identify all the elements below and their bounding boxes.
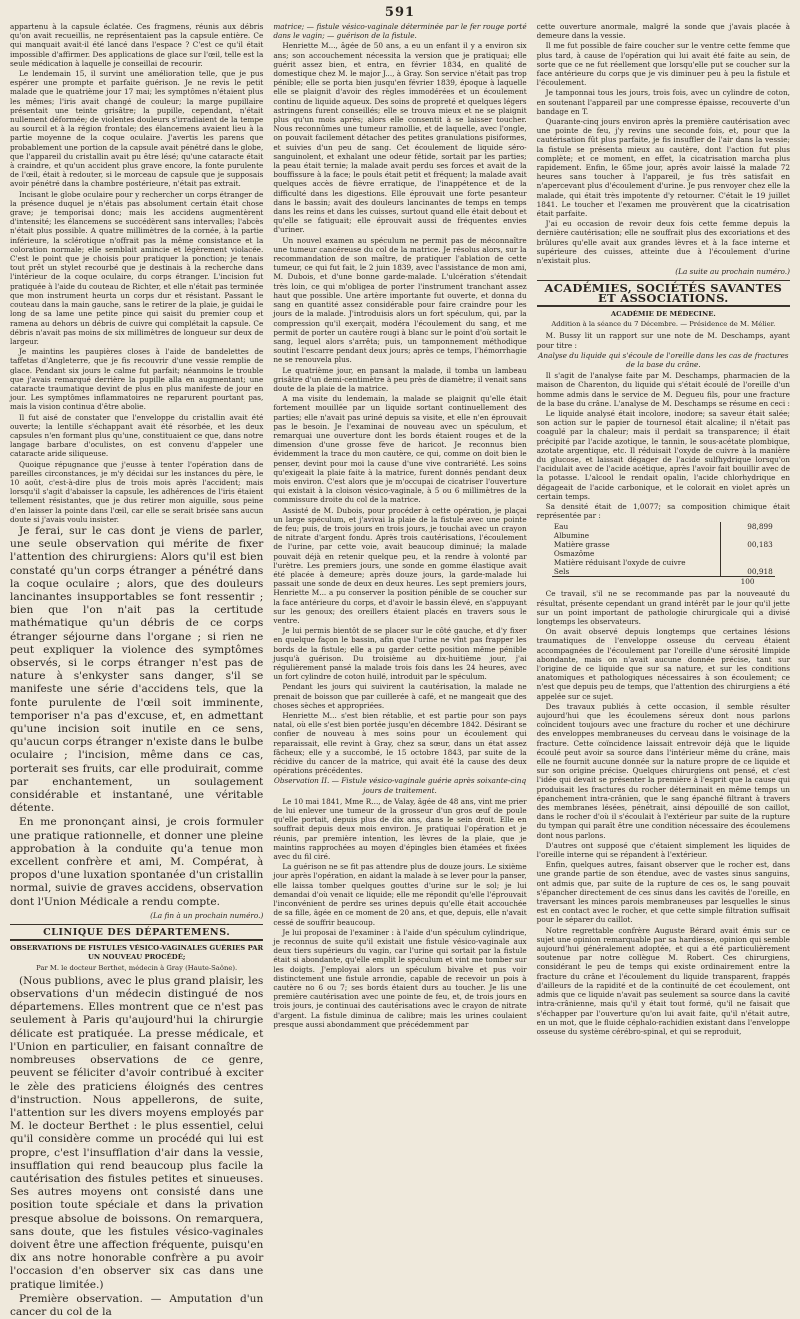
paragraph: Quarante-cinq jours environ après la première cautérisation avec une pointe de feu, j'y revins une seconde fois, et, pour que la cautérisation fût plus parfaite, je fis insuffler de l'air dans la vessie; la fistule se présenta mieux au cautère, dont l'action fut plus complète; et ce moment, en effet, la cicatrisation marcha plus rapidement. Enfin, le 65me jour, après avoir laissé la malade 72 heures sans toucher à l'appareil, je fus très satisfait en n'apercevant plus d'écoulement d'urine. Je pus renvoyer chez elle la malade, qui était très impotente d'y retourner. C'était le 19 juillet 1841. Le toucher et l'examen me prouvèrent que la cicatrisation était parfaite. bbox=[536, 117, 790, 219]
divider bbox=[537, 305, 790, 307]
paragraph: Pendant les jours qui suivirent la cautérisation, la malade ne prenait de boisson que par cuillerée à café, et ne mangeait que des choses sèches et appropriées. bbox=[273, 682, 527, 710]
paragraph: Sa densité était de 1,0077; sa composition chimique était représentée par : bbox=[536, 501, 790, 521]
table-cell: 98,899 bbox=[720, 522, 775, 531]
table-total: 100 bbox=[720, 577, 775, 587]
page-number: 591 bbox=[384, 5, 416, 20]
paragraph: Il me fut possible de faire coucher sur le ventre cette femme que plus tard, à cause de l'opération qui lui avait été faite au sein, de sorte que ce ne fut réellement que lorsqu'elle put se coucher sur la face antérieure du corps que je vis diminuer peu à peu la fistule et l'écoulement. bbox=[536, 41, 790, 88]
article-author: Par M. le docteur Berthet, médecin à Gray (Haute-Saône). bbox=[36, 963, 238, 972]
paragraph: Ce travail, s'il ne se recommande pas par la nouveauté du résultat, présente cependant un grand intérêt par le jour qu'il jette sur un point important de pathologie chirurgicale qui a divisé longtemps les observateurs. bbox=[536, 589, 790, 626]
column-1 bbox=[10, 22, 264, 1318]
session-line: Addition à la séance du 7 Décembre. — Présidence de M. Mélier. bbox=[551, 320, 776, 329]
table-cell: Sels bbox=[553, 567, 570, 577]
column-3 bbox=[537, 22, 790, 1117]
columns bbox=[10, 22, 790, 1318]
table-row bbox=[552, 558, 775, 567]
table-cell bbox=[720, 531, 775, 540]
paragraph: Je lui proposai de l'examiner : à l'aide d'un spéculum cylindrique, je reconnus de suite qu'il existait une fistule vésico-vaginale aux deux tiers supérieurs du vagin, car l'urine qui sortait par la fistule était si abondante, qu'elle emplit le spéculum et vint me tomber sur les doigts. J'employai alors un spéculum bivalve et pus voir distinctement une fistule arrondie, capable de recevoir un pois à cautère no 6 ou 7; ses bords étaient durs au toucher. Je lis une première cautérisation avec une pointe de feu, et, de trois jours en trois jours, je continuai des cautérisations avec le crayon de nitrate d'argent. La fistule diminua de calibre; mais les urines coulaient presque aussi abondamment que précédemment par bbox=[273, 927, 527, 1029]
paragraph: A ma visite du lendemain, la malade se plaignit qu'elle était fortement mouillée par un liquide sortant continuellement des parties; elle n'avait pas uriné depuis sa visite, et elle n'en éprouvait pas le besoin. Je l'examinai de nouveau avec un spéculum, et remarquai une ouverture dont les bords étaient rouges et de la dimension d'une grosse fève de haricot. Je reconnus bien évidemment la trace du mon cautère, ce qui, comme on doit bien le penser, devint pour moi la cause d'une vive contrariété. Les soins qu'exigeait la plaie faite à la matrice, furent donnés pendant deux mois environ. C'est alors que je m'occupai de cicatriser l'ouverture qui existait à la cloison vésico-vaginale, à 5 ou 6 millimètres de la commissure droite du col de la matrice. bbox=[273, 394, 527, 505]
paragraph: Il fut aisé de constater que l'enveloppe du cristallin avait été ouverte; la lentille s'échappant avait été résorbée, et les deux capsules n'en formant plus qu'une, constituaient ce que, dans notre langage barbare d'oculistes, on est convenu d'appeler une cataracte aride siliqueuse. bbox=[10, 412, 264, 459]
table-total-row bbox=[552, 577, 775, 587]
table-cell: Matière réduisant l'oxyde de cuivre bbox=[553, 558, 686, 568]
paragraph: appartenu à la capsule éclatée. Ces fragmens, réunis aux débris qu'on avait recueillis, ne représentaient pas la capsule entière. Ce qui manquait avait-il été lancé dans l'espace ? C'est ce qu'il était impossible d'affirmer. Des applications de glace sur l'œil, telle est la seule médication à laquelle je conseillai de recourir. bbox=[10, 22, 264, 68]
paragraph: Je ferai, sur le cas dont je viens de parler, une seule observation qui mérite de fixer l'attention des chirurgiens: Alors qu'il est bien constaté qu'un corps étranger a pénétré dans la coque oculaire ; alors, que des douleurs lancinantes insupportables se font ressentir ; bien que l'on n'ait pas la certitude mathématique qu'un débris de ce corps étranger séjourne dans l'organe ; si rien ne peut expliquer la violence des symptômes observés, si le corps étranger n'est pas de nature à s'enkyster sans danger, s'il se manifeste une série d'accidens tels, que la fonte purulente de l'œil soit imminente, temporiser n'a pas d'excuse, et, en admettant qu'une incision soit inutile en ce sens, qu'aucun corps étranger n'existe dans le bulbe oculaire ; l'incision, même dans ce cas, porterait ses fruits, car elle produirait, comme par enchantement, un soulagement considérable et instantané, une véritable détente. bbox=[10, 524, 264, 815]
paragraph: Je lui permis bientôt de se placer sur le côté gauche, et d'y fixer en quelque façon le bassin, afin que l'urine ne vînt pas frapper les bords de la fistule; elle a pu garder cette position même pénible jusqu'à guérison. Du troisième au dix-huitième jour, j'ai régulièrement pansé la malade trois fois dans les 24 heures, avec un fort cylindre de coton huilé, introduit par le spéculum. bbox=[273, 626, 527, 682]
divider bbox=[10, 924, 263, 925]
paragraph: Il s'agit de l'analyse faite par M. Deschamps, pharmacien de la maison de Charenton, du liquide qui s'était écoulé de l'oreille d'un homme admis dans le service de M. Degueu fils, pour une fracture de la base du crâne. L'analyse de M. Deschamps se résume en ceci : bbox=[536, 371, 790, 408]
paragraph: Des travaux publiés à cette occasion, il semble résulter aujourd'hui que les écoulemens séreux dont nous parlons coïncident toujours avec une fracture du rocher et une déchirure des enveloppes membraneuses du cerveau dans le voisinage de la fracture. Cette coïncidence laissait entrevoir déjà que le liquide écoulé peut avoir sa source dans l'intérieur même du crâne, mais elle ne fournit aucune donnée sur la nature propre de ce liquide et sur son origine précise. Quelques chirurgiens ont pensé, et c'est l'idée qui devait se présenter la première à l'esprit que la cause qui produisait les fractures du rocher déterminait en même temps un épanchement intra-crânien, que le sang épanché filtrant à travers des membranes lésées, pénétrait, ainsi dépouillé de son caillot, dans le rocher d'où il s'écoulait à l'extérieur par suite de la rupture du tympan qui paraît être une condition nécessaire des écoulemens dont nous parlons. bbox=[536, 701, 790, 840]
section-heading: CLINIQUE DES DÉPARTEMENS. bbox=[43, 927, 231, 939]
paragraph: Je maintins les paupières closes à l'aide de bandelettes de taffetas d'Angleterre, que je fis recouvrir d'une vessie remplie de glace. Pendant six jours le calme fut parfait; néanmoins le trouble que j'avais remarqué derrière la pupille alla en augmentant; une cataracte traumatique devint de plus en plus manifeste de jour en jour. Les symptômes inflammatoires ne reparurent pourtant pas, mais la vision continua d'être abolie. bbox=[10, 347, 264, 412]
paragraph: Notre regrettable confrère Auguste Bérard avait émis sur ce sujet une opinion remarquable par sa hardiesse, opinion qui semble aujourd'hui généralement adoptée, et qui a été particulièrement soutenue par notre collègue M. Robert. Ces chirurgiens, considérant le peu de temps qui existe ordinairement entre la fracture du crâne et l'écoulement du liquide transparent, frappés d'ailleurs de la rapidité et de la continuité de cet écoulement, ont admis que ce liquide n'avait pas seulement sa source dans la cavité intra-crânienne, mais qu'il y était tout formé, qu'il ne faisait que s'échapper par l'ouverture qu'on lui avait faite, qu'il n'était autre, en un mot, que le fluide céphalo-rachidien existant dans l'enveloppe osseuse du système cérébro-spinal, et qui se reproduit, bbox=[536, 925, 790, 1036]
paragraph: Henriette M..., âgée de 50 ans, a eu un enfant il y a environ six ans; son accouchement nécessita la version que je pratiquai; elle guérit assez bien, et entra, en février 1834, en qualité de domestique chez M. le major J..., à Gray. Son service n'était pas trop pénible; elle se porta bien jusqu'en février 1839, époque à laquelle elle se plaignit d'avoir des règles immodérées et un écoulement continu de liquide aqueux. Des soins de propreté et quelques légers astringens furent conseillés; elle se trouva mieux et ne se plaignit plus qu'un mois après; alors elle consentit à se laisser toucher. Nous reconnûmes une tumeur ramollie, et de laquelle, avec l'ongle, on pouvait facilement détacher des petites granulations pisiformes, et suivies d'un peu de sang. Cet écoulement de liquide séro-sanguinolent, et exhalant une odeur fétide, sortait par les parties; la peau était ternie; la malade avait perdu ses forces et avait de la bouffissure à la face; le pouls était petit et fréquent; la malade avait quelques accès de fièvre erratique, de l'inappétence et de la difficulté dans les digestions. Elle éprouvait une forte pesanteur dans le bassin; avait des douleurs lancinantes de temps en temps dans les reins et dans les cuisses, surtout quand elle était debout et qu'elle se fatiguait; elle éprouvait aussi de fréquentes envies d'uriner. bbox=[273, 41, 527, 235]
table-row bbox=[552, 540, 775, 549]
paragraph: En me prononçant ainsi, je crois formuler une pratique rationnelle, et donner une pleine approbation à la conduite qu'a tenue mon excellent confrère et ami, M. Compérat, à propos d'une luxation spontanée d'un cristallin normal, suivie de graves accidens, observation dont l'Union Médicale a rendu compte. bbox=[10, 816, 264, 908]
paragraph: Le liquide analysé était incolore, inodore; sa saveur était salée; son action sur le papier de tournesol était alcaline; il n'était pas coagulé par la chaleur; mais il perdait sa transparence; il était précipité par l'acide azotique, le tannin, le sous-acétate plombique, azotate argentique, etc. Il réduisait l'oxyde de cuivre à la manière du glucose, et laissait dégager de l'acide sulfhydrique lorsqu'on l'acidulait avec de l'acide acétique, après l'avoir fait bouillir avec de la potasse. L'alcool le rendait opalin, l'acide chlorhydrique en dégageait de l'acide carbonique, et le colorait en violet après un certain temps. bbox=[536, 408, 790, 501]
paragraph: M. Bussy lit un rapport sur une note de M. Deschamps, ayant pour titre : bbox=[536, 331, 790, 350]
paragraph: Henriette M... s'est bien rétablie, et est partie pour son pays natal, où elle s'est bien portée jusqu'en décembre 1842. Désirant se confier de nouveau à mes soins pour un écoulement qui reparaissait, elle revint à Gray, chez sa sœur, dans un état assez fâcheux; elle y a succombé, le 15 octobre 1843, par suite de la récidive du cancer de la matrice, qui avait été la cause des deux opérations précédentes. bbox=[273, 711, 527, 776]
column-2 bbox=[273, 22, 526, 1117]
section-heading: ACADÉMIES, SOCIÉTÉS SAVANTES ET ASSOCIATIONS. bbox=[544, 281, 783, 305]
paragraph: Enfin, quelques autres, faisant observer que le rocher est, dans une grande partie de son étendue, avec de vastes sinus sanguins, ont admis que, par suite de la rupture de ces os, le sang pouvait s'épancher directement de ces sinus dans les cavités de l'oreille, en traversant les minces parois membraneuses par lesquelles le sinus est en contact avec le rocher, et que cette simple filtration suffisait pour le séparer du caillot. bbox=[536, 860, 790, 925]
paragraph: La guérison ne se fit pas attendre plus de douze jours. Le sixième jour après l'opération, en aidant la malade à se lever pour la panser, elle laissa tomber quelques gouttes d'urine sur le sol; je lui demandai d'où venait ce liquide; elle me répondit qu'elle l'éprouvait l'inconvénient de perdre ses urines depuis qu'elle était accouchée de sa fille, âgée en ce moment de 20 ans, et que, depuis, elle n'avait cessé de souffrir beaucoup. bbox=[273, 862, 527, 927]
academy-heading: ACADÉMIE DE MÉDECINE. bbox=[610, 309, 716, 318]
table-cell bbox=[720, 558, 775, 567]
paragraph: Un nouvel examen au spéculum ne permit pas de méconnaître une tumeur cancéreuse du col de la matrice. Je résolus alors, sur la recommandation de son maître, de pratiquer l'ablation de cette tumeur, ce qui fut fait, le 2 juin 1839, avec l'assistance de mon ami, M. Dubois, et d'une bonne garde-malade. L'ulcération s'étendait très loin, ce qui m'obligea de porter l'instrument tranchant assez haut que possible. Une artère importante fut ouverte, et donna du sang en quantité assez considérable pour faire craindre pour les jours de la malade. J'introduisis alors un fort spéculum, qui, par la compression qu'il exerçait, modéra l'écoulement du sang, et me permit de porter un cautère rougi à blanc sur le point d'où sortait le sang, lequel alors s'arrêta; puis, un tamponnement méthodique soutint l'escarre pendant deux jours; après ce temps, l'hémorrhagie ne se renouvela plus. bbox=[273, 235, 527, 365]
paragraph: cette ouverture anormale, malgré la sonde que j'avais placée à demeure dans la vessie. bbox=[536, 22, 790, 41]
table-row bbox=[552, 531, 775, 540]
observation-heading: Première observation. — Amputation d'un cancer du col de la bbox=[10, 1292, 264, 1318]
paragraph: Le 10 mai 1841, Mme R..., de Valay, âgée de 48 ans, vint me prier de lui enlever une tumeur de la grosseur d'un gros œuf de poule qu'elle portait, depuis plus de dix ans, dans le sein droit. Elle en souffrait depuis deux mois environ. Je pratiquai l'opération et je réunis, par première intention, les lèvres de la plaie, que je maintins rapprochées au moyen d'épingles bien étamées et fixées avec du fil ciré. bbox=[273, 796, 527, 862]
editorial-intro: (Nous publions, avec le plus grand plaisir, les observations d'un médecin distingué de nos départemens. Elles montrent que ce n'est pas seulement à Paris qu'aujourd'hui la chirurgie délicate est pratiquée. La presse médicale, et l'Union en particulier, en faisant connaître de nombreuses observations de ce genre, peuvent se féliciter d'avoir contribué à exciter le zèle des praticiens éloignés des centres d'instruction. Nous appellerons, de suite, l'attention sur les divers moyens employés par M. le docteur Berthet : le plus essentiel, celui qu'il considère comme un procédé qui lui est propre, c'est l'insufflation d'air dans la vessie, insufflation qui rend beaucoup plus facile la cautérisation des fistules petites et sinueuses. Ses autres moyens ont consisté dans une position toute spéciale et dans la privation presque absolue de boissons. On remarquera, sans doute, que les fistules vésico-vaginales doivent être une affection fréquente, puisqu'en dix ans notre honorable confrère a pu avoir l'occasion d'en observer six cas dans une pratique limitée.) bbox=[10, 974, 264, 1291]
observation-heading-cont: matrice; — fistule vésico-vaginale déterminée par le fer rouge porté dans le vagin; — guérison de la fistule. bbox=[273, 22, 527, 41]
composition-table bbox=[552, 522, 775, 586]
paragraph: Incisant le globe oculaire pour y rechercher un corps étranger de la présence duquel je n'étais pas absolument certain était chose grave; je temporisai donc; mais les accidens augmentèrent d'intensité; les élancemens se succédèrent sans intervalles; l'abcès n'était plus possible. A quatre millimètres de la cornée, à la partie inférieure, la sclérotique n'offrait pas la même consistance et la coloration normale; elle semblait amincie et légèrement violacée. C'est le point que je choisis pour pratiquer la ponction; je tenais tout prêt un stylet recourbé que je destinais à la recherche dans l'intérieur de la coque oculaire, du corps étranger. L'incision fut pratiquée à l'aide du couteau de Richter, et elle n'était pas terminée que mon instrument heurta un corps dur et résistant. Passant le couteau dans la main gauche, sans le retirer de la plaie, je guidai le long de sa lame une petite pince qui saisit du premier coup et ramena au dehors un débris de cuivre qui complétait la capsule. Ce débris n'avait pas moins de six millimètres de longueur sur deux de largeur. bbox=[10, 189, 264, 346]
paragraph: On avait observé depuis longtemps que certaines lésions traumatiques de l'enveloppe osseuse du cerveau étaient accompagnées de l'écoulement par l'oreille d'une sérosité limpide abondante, mais on n'avait aucune donnée précise, tant sur l'origine de ce liquide que sur sa nature, et sur les conditions anatomiques et pathologiques nécessaires à son écoulement; ce n'est que depuis peu de temps, que l'attention des chirurgiens a été appelée sur ce sujet. bbox=[536, 627, 790, 701]
paragraph: D'autres ont supposé que c'étaient simplement les liquides de l'oreille interne qui se répandent à l'extérieur. bbox=[536, 840, 790, 860]
paragraph: Je tamponnai tous les jours, trois fois, avec un cylindre de coton, en soutenant l'appareil par une compresse épaisse, recouverte d'un bandage en T. bbox=[536, 88, 790, 116]
table-row bbox=[552, 549, 775, 558]
paragraph: Le lendemain 15, il survint une amélioration telle, que je pus espérer une prompte et parfaite guérison. Je ne revis le petit malade que le quatrième jour 17 mai; les symptômes n'étaient plus les mêmes; l'iris avait changé de couleur; la marge pupillaire présentait une teinte grisâtre; la pupille, cependant, n'était nullement déformée; de violentes douleurs s'irradiaient de la tempe au sourcil et à la région frontale; des élancemens avaient lieu à la partie moyenne de la coque oculaire. J'avertis les parens que probablement une portion de la capsule avait pénétré dans le globe, que l'appareil du cristallin avait pu être lésé; qu'une cataracte était à craindre, et qu'un accident plus grave encore, la fonte purulente de l'œil, était à redouter, si le morceau de capsule que je supposais avoir pénétré dans la chambre postérieure, n'était pas extrait. bbox=[10, 69, 264, 189]
analysis-title: Analyse du liquide qui s'écoule de l'oreille dans les cas de fractures de la base du crâne. bbox=[538, 350, 789, 369]
table-cell: 00,918 bbox=[720, 567, 775, 577]
table-row bbox=[552, 522, 775, 531]
table-cell: Albumine bbox=[553, 531, 590, 541]
divider bbox=[10, 939, 263, 941]
table-cell: Eau bbox=[553, 522, 569, 532]
continuation-note: (La suite au prochain numéro.) bbox=[675, 267, 790, 277]
paragraph: Quoique répugnance que j'eusse à tenter l'opération dans de pareilles circonstances, je m'y décidai sur les instances du père, le 10 août, c'est-à-dire plus de trois mois après l'accident; mais lorsqu'il s'agit d'abaisser la capsule, les adhérences de l'iris étaient tellement résistantes, que je dus retirer mon aiguille, sous peine d'en laisser la pointe dans l'œil, car elle se serait brisée sans aucun doute si j'avais voulu insister. bbox=[10, 459, 264, 524]
table-cell: 00,183 bbox=[720, 540, 775, 549]
table-row bbox=[552, 567, 775, 577]
table-cell: Matière grasse bbox=[553, 540, 610, 550]
table-cell: Osmazôme bbox=[553, 549, 595, 559]
paragraph: J'ai eu occasion de revoir deux fois cette femme depuis la dernière cautérisation; elle ne souffrait plus des excoriations et des brûlures qu'elle avait aux grandes lèvres et à la face interne et supérieure des cuisses, atteinte due à l'écoulement d'urine n'existait plus. bbox=[536, 219, 790, 266]
observation-2-heading: Observation II. — Fistule vésico-vaginale guérie après soixante-cinq jours de traitement. bbox=[273, 776, 527, 795]
table-cell bbox=[552, 577, 720, 587]
paragraph: Assisté de M. Dubois, pour procéder à cette opération, je plaçai un large spéculum, et j'avivai la plaie de la fistule avec une pointe de feu; puis, de trois jours en trois jours, je touchai avec un crayon de nitrate d'argent fondu. Après trois cautérisations, l'écoulement de l'urine, par cette voie, avait beaucoup diminué; la malade pouvait déjà en retenir quelque peu, et la rendre à volonté par l'urètre. Les premiers jours, une sonde en gomme élastique avait été placée à demeure; après douze jours, la garde-malade lui passait une sonde de deux en deux heures. Les sept premiers jours, Henriette M... a pu conserver la position pénible de se coucher sur la face antérieure du corps, et d'avoir le bassin élevé, en s'appuyant sur les genoux; des oreillers étaient placés en travers sous le ventre. bbox=[273, 505, 527, 625]
table-cell bbox=[720, 549, 775, 558]
article-title: OBSERVATIONS DE FISTULES VÉSICO-VAGINALES GUÉRIES PAR UN NOUVEAU PROCÉDÉ; bbox=[10, 944, 264, 962]
continuation-note: (La fin à un prochain numéro.) bbox=[150, 910, 264, 920]
paragraph: Le quatrième jour, en pansant la malade, il tomba un lambeau grisâtre d'un demi-centimètre à peu près de diamètre; il venait sans doute de la plaie de la matrice. bbox=[273, 365, 527, 393]
